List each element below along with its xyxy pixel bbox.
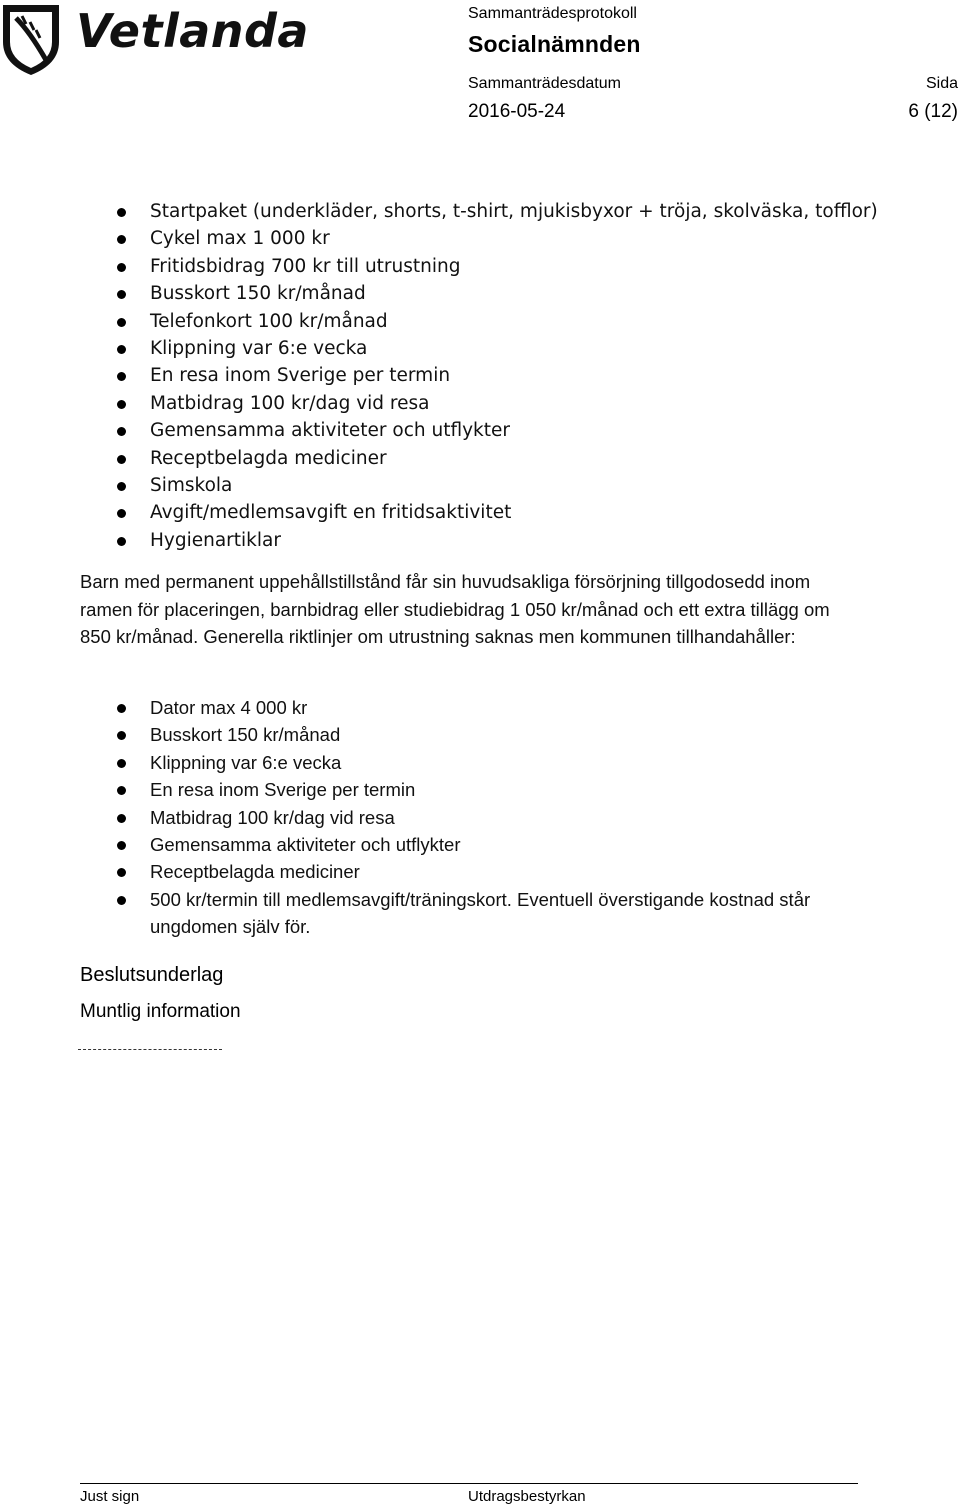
list-item: Dator max 4 000 kr (80, 694, 860, 721)
list-item: Fritidsbidrag 700 kr till utrustning (80, 253, 878, 280)
footer-just-sign: Just sign (80, 1488, 140, 1505)
bullet-icon (117, 704, 126, 713)
list-item: Telefonkort 100 kr/månad (80, 308, 878, 335)
footer-utdragsbestyrkan: Utdragsbestyrkan (468, 1488, 586, 1505)
equipment-list (80, 198, 878, 554)
vetlanda-logo (0, 2, 309, 80)
page-label: Sida (925, 75, 958, 92)
bullet-icon (117, 482, 126, 491)
bullet-icon (117, 896, 126, 905)
bullet-icon (117, 537, 126, 546)
list-item: En resa inom Sverige per termin (80, 362, 878, 389)
page-number: 6 (12) (908, 101, 958, 122)
list-item: Startpaket (underkläder, shorts, t-shirt, mjukisbyxor + tröja, skolväska, tofflor) (80, 198, 878, 225)
footer-divider (80, 1483, 858, 1484)
list-item: Receptbelagda mediciner (80, 858, 860, 885)
list-item: Klippning var 6:e vecka (80, 749, 860, 776)
committee-name: Socialnämnden (468, 31, 641, 57)
list-item: 500 kr/termin till medlemsavgift/träningskort. Eventuell överstigande kostnad står ungdomen själv för. (80, 886, 860, 941)
bullet-icon (117, 841, 126, 850)
body-paragraph: Barn med permanent uppehållstillstånd får sin huvudsakliga försörjning tillgodosedd inom ramen för placeringen, barnbidrag eller studiebidrag 1 050 kr/månad och ett extra tillägg om 850 kr/månad. Generella riktlinjer om utrustning saknas men kommunen tillhandahåller: (80, 571, 830, 648)
bullet-icon (117, 786, 126, 795)
bullet-icon (117, 427, 126, 436)
list-item: Gemensamma aktiviteter och utflykter (80, 831, 860, 858)
logo-wordmark: Vetlanda (76, 4, 309, 58)
list-item: Simskola (80, 472, 878, 499)
bullet-icon (117, 455, 126, 464)
bullet-icon (117, 318, 126, 327)
bullet-icon (117, 208, 126, 217)
list-item: Cykel max 1 000 kr (80, 225, 878, 252)
list-item: Matbidrag 100 kr/dag vid resa (80, 390, 878, 417)
bullet-icon (117, 400, 126, 409)
bullet-icon (117, 814, 126, 823)
list-item: En resa inom Sverige per termin (80, 776, 860, 803)
list-item: Avgift/medlemsavgift en fritidsaktivitet (80, 499, 878, 526)
section-text: Muntlig information (80, 1001, 241, 1022)
list-item: Busskort 150 kr/månad (80, 280, 878, 307)
provided-items-list (80, 694, 860, 941)
bullet-icon (117, 235, 126, 244)
bullet-icon (117, 759, 126, 768)
list-item: Busskort 150 kr/månad (80, 721, 860, 748)
bullet-icon (117, 731, 126, 740)
list-item: Klippning var 6:e vecka (80, 335, 878, 362)
section-heading: Beslutsunderlag (80, 964, 224, 986)
bullet-icon (117, 345, 126, 354)
bullet-icon (117, 372, 126, 381)
bullet-icon (117, 290, 126, 299)
meeting-date-label: Sammanträdesdatum (468, 75, 621, 92)
bullet-icon (117, 509, 126, 518)
separator-line (78, 1049, 222, 1050)
list-item: Matbidrag 100 kr/dag vid resa (80, 804, 860, 831)
bullet-icon (117, 868, 126, 877)
list-item: Hygienartiklar (80, 527, 878, 554)
document-type: Sammanträdesprotokoll (468, 5, 637, 22)
list-item: Gemensamma aktiviteter och utflykter (80, 417, 878, 444)
list-item: Receptbelagda mediciner (80, 445, 878, 472)
bullet-icon (117, 263, 126, 272)
municipal-shield-icon (0, 2, 62, 78)
meeting-date: 2016-05-24 (468, 101, 566, 122)
